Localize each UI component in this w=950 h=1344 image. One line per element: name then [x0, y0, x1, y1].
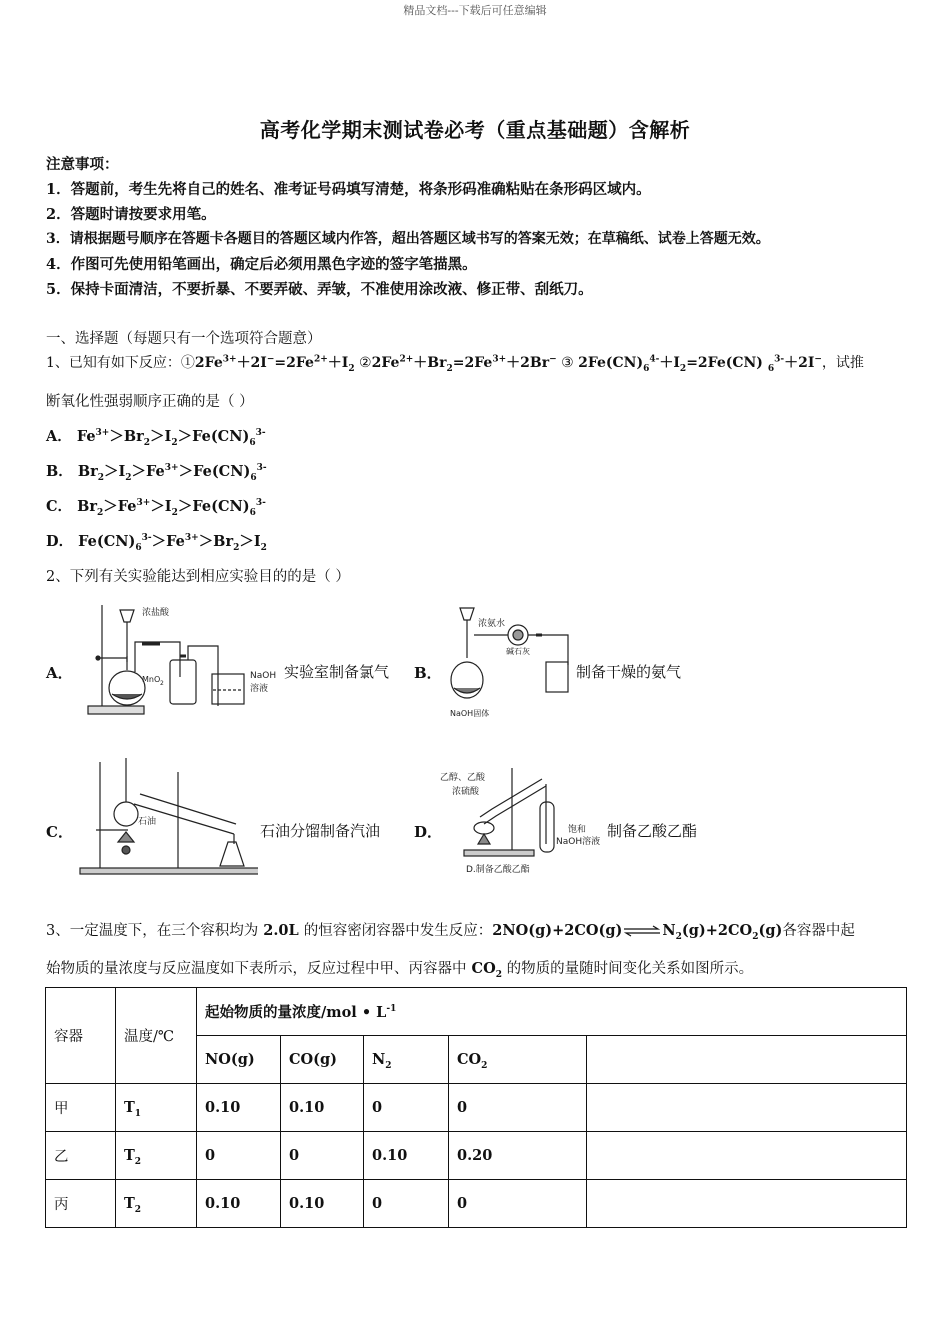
cell-value: 0.10	[281, 1180, 364, 1228]
cell-value: 0.10	[197, 1084, 281, 1132]
ammonia-apparatus-figure	[440, 600, 575, 722]
cell-value: 0	[449, 1180, 587, 1228]
fig-label: 浓氨水	[478, 619, 506, 629]
q1-option-c: C． $Br_2>Fe^{3+}>I_2>Fe(CN)_6^{3-}$	[46, 498, 266, 518]
cell-value: 0	[281, 1132, 364, 1180]
section-heading: 一、选择题（每题只有一个选项符合题意）	[46, 331, 322, 347]
notice-item: 1．答题前，考生先将自己的姓名、准考证号码填写清楚，将条形码准确粘贴在条形码区域内。	[46, 181, 651, 198]
row-name: 丙	[46, 1180, 116, 1228]
cell-value: 0.10	[364, 1132, 449, 1180]
q2-option-a-label: A．	[46, 664, 73, 682]
empty-cell	[587, 1180, 907, 1228]
subheader-no: NO(g)	[197, 1036, 281, 1084]
fig-label: 饱和	[568, 825, 587, 835]
table-row	[46, 1180, 907, 1228]
row-temp: $T_2$	[116, 1132, 197, 1180]
cell-value: 0	[197, 1132, 281, 1180]
page-title: 高考化学期末测试卷必考（重点基础题）含解析	[259, 118, 691, 142]
q2-option-d-label: D．	[414, 823, 443, 841]
header-note: 精品文档---下载后可任意编辑	[403, 4, 547, 17]
fig-label: 碱石灰	[506, 647, 530, 656]
fig-label: 浓盐酸	[142, 608, 170, 618]
empty-cell	[587, 1132, 907, 1180]
q2-stem: 2、下列有关实验能达到相应实验目的的是（ ）	[46, 569, 350, 585]
notice-heading: 注意事项：	[46, 156, 119, 173]
equilibrium-arrow-icon	[622, 925, 662, 937]
q3-stem-line1: 3、一定温度下，在三个容积均为 2.0L 的恒容密闭容器中发生反应：2NO(g)+2CO(g) $N_2(g)+2CO_2(g)$各容器中起	[46, 922, 855, 942]
fig-label: NaOH	[250, 671, 277, 681]
q2-option-c-caption: 石油分馏制备汽油	[260, 822, 381, 840]
row-temp: $T_1$	[116, 1084, 197, 1132]
fig-label: D.制备乙酸乙酯	[466, 865, 530, 875]
header-concentration: 起始物质的量浓度/mol • $L^{-1}$	[197, 988, 907, 1036]
concentration-table	[45, 987, 907, 1228]
subheader-co: CO(g)	[281, 1036, 364, 1084]
q1-option-a: A． $Fe^{3+}>Br_2>I_2>Fe(CN)_6^{3-}$	[46, 428, 266, 448]
cell-value: 0.20	[449, 1132, 587, 1180]
fig-label: 乙醇、乙酸	[440, 773, 486, 783]
notice-item: 5．保持卡面清洁，不要折暴、不要弄破、弄皱，不准使用涂改液、修正带、刮纸刀。	[46, 281, 593, 298]
cell-value: 0	[364, 1180, 449, 1228]
q2-option-c-label: C．	[46, 823, 73, 841]
q2-option-d-caption: 制备乙酸乙酯	[607, 822, 698, 840]
header-container: 容器	[46, 988, 116, 1084]
fig-label: NaOH溶液	[556, 837, 601, 847]
q1-option-d: D． $Fe(CN)_6^{3-}>Fe^{3+}>Br_2>I_2$	[46, 533, 267, 553]
row-name: 甲	[46, 1084, 116, 1132]
subheader-n2: $N_2$	[364, 1036, 449, 1084]
cell-value: 0	[449, 1084, 587, 1132]
empty-cell	[587, 1084, 907, 1132]
q1-option-b: B． $Br_2>I_2>Fe^{3+}>Fe(CN)_6^{3-}$	[46, 463, 267, 483]
subheader-co2: $CO_2$	[449, 1036, 587, 1084]
notice-item: 3．请根据题号顺序在答题卡各题目的答题区域内作答，超出答题区域书写的答案无效；在草稿纸、试卷上答题无效。	[46, 231, 770, 247]
notice-item: 2．答题时请按要求用笔。	[46, 206, 216, 223]
fig-label: MnO	[142, 675, 161, 684]
distillation-apparatus-figure	[78, 752, 258, 878]
fig-label: 溶液	[250, 684, 269, 694]
q1-stem-line2: 断氧化性强弱顺序正确的是（ ）	[46, 394, 254, 410]
q3-stem-line2: 始物质的量浓度与反应温度如下表所示，反应过程中甲、丙容器中 $CO_2$ 的物质的量随时间变化关系如图所示。	[46, 960, 754, 980]
q2-option-a-caption: 实验室制备氯气	[284, 663, 390, 681]
row-name: 乙	[46, 1132, 116, 1180]
fig-label: 2	[160, 680, 164, 687]
table-row	[46, 1084, 907, 1132]
header-temperature: 温度/℃	[116, 988, 197, 1084]
notice-item: 4．作图可先使用铅笔画出，确定后必须用黑色字迹的签字笔描黑。	[46, 256, 477, 273]
table-row	[46, 1132, 907, 1180]
fig-label: 浓硫酸	[452, 787, 480, 797]
ester-apparatus-figure	[440, 762, 605, 880]
chlorine-apparatus-figure	[82, 600, 282, 718]
fig-label: 石油	[138, 817, 157, 827]
row-temp: $T_2$	[116, 1180, 197, 1228]
fig-label: NaOH固体	[450, 709, 490, 718]
cell-value: 0	[364, 1084, 449, 1132]
q2-option-b-caption: 制备干燥的氨气	[576, 663, 682, 681]
cell-value: 0.10	[197, 1180, 281, 1228]
cell-value: 0.10	[281, 1084, 364, 1132]
q2-option-b-label: B．	[414, 664, 442, 682]
q1-stem: 1、已知有如下反应：$①2Fe^{3+}+2I^-=2Fe^{2+}+I_2$ $②2Fe^{2+}+Br_2=2Fe^{3+}+2Br^-$ ③ $2Fe(CN)_6^{4-}+I_2=2Fe(CN)$ $_6^{3-}$＋2I−，试推	[46, 354, 864, 374]
empty-cell	[587, 1036, 907, 1084]
